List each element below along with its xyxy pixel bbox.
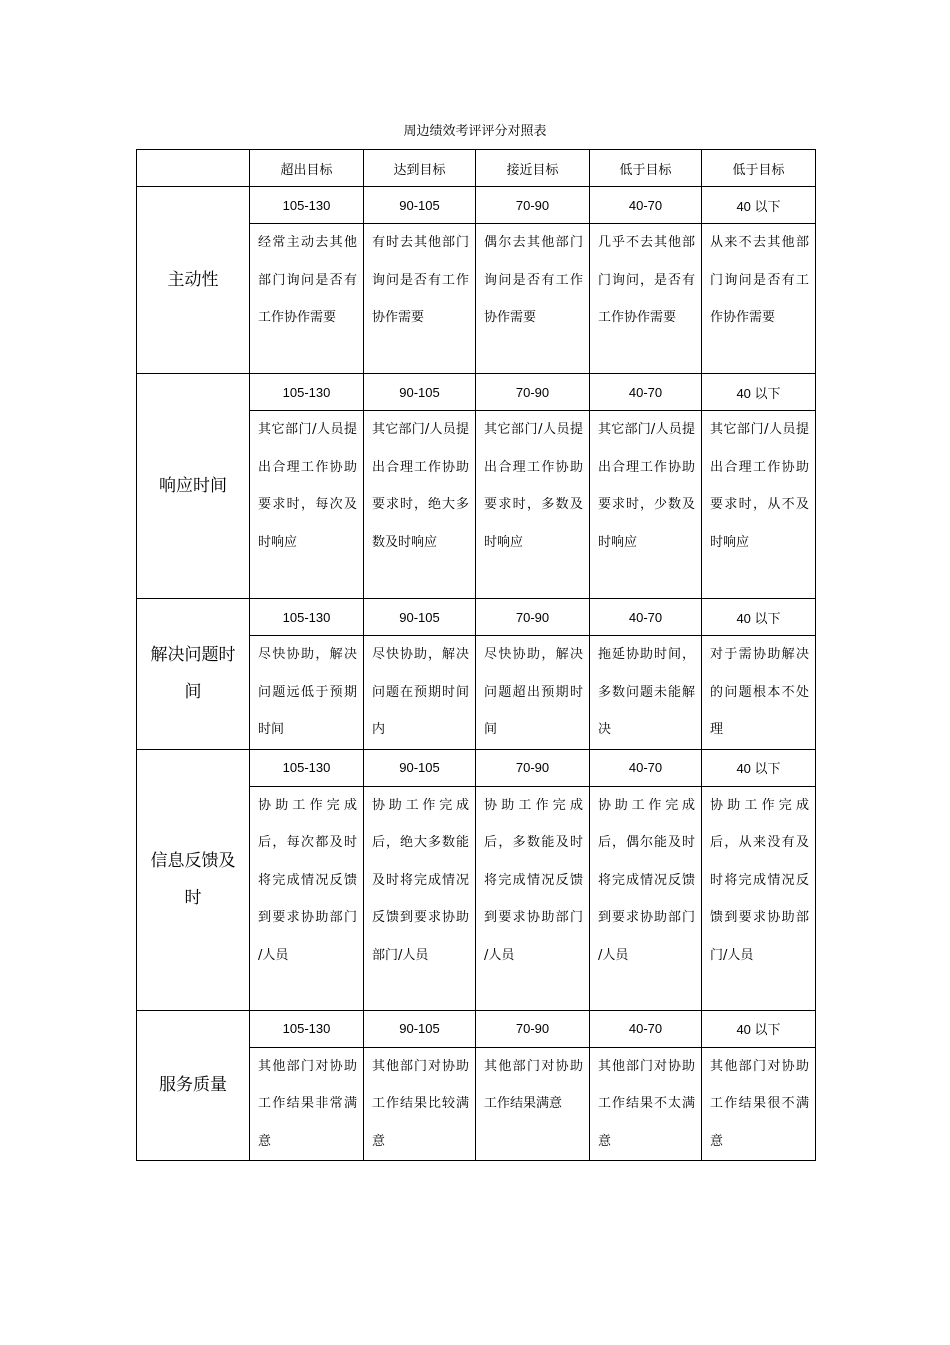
score-range-cell: 40 以下 bbox=[702, 599, 816, 636]
score-range-cell: 90-105 bbox=[364, 374, 476, 411]
score-range-cell: 70-90 bbox=[476, 187, 590, 224]
header-row bbox=[137, 150, 816, 187]
score-range-cell: 40-70 bbox=[590, 749, 702, 786]
description-cell: 对于需协助解决的问题根本不处理 bbox=[702, 636, 816, 750]
header-below-2: 低于目标 bbox=[702, 150, 816, 187]
header-near: 接近目标 bbox=[476, 150, 590, 187]
score-range-cell: 105-130 bbox=[250, 187, 364, 224]
score-range-cell: 40 以下 bbox=[702, 374, 816, 411]
description-cell: 其他部门对协助工作结果比较满意 bbox=[364, 1047, 476, 1161]
score-range-cell: 40 以下 bbox=[702, 1010, 816, 1047]
description-cell: 其他部门对协助工作结果非常满意 bbox=[250, 1047, 364, 1161]
description-cell: 其它部门/人员提出合理工作协助要求时，每次及时响应 bbox=[250, 411, 364, 599]
score-range-cell: 90-105 bbox=[364, 1010, 476, 1047]
header-below: 低于目标 bbox=[590, 150, 702, 187]
score-table bbox=[136, 149, 816, 1161]
description-cell: 经常主动去其他部门询问是否有工作协作需要 bbox=[250, 224, 364, 374]
description-cell: 其他部门对协助工作结果满意 bbox=[476, 1047, 590, 1161]
category-label: 响应时间 bbox=[137, 374, 250, 599]
description-cell: 偶尔去其他部门询问是否有工作协作需要 bbox=[476, 224, 590, 374]
category-label: 主动性 bbox=[137, 187, 250, 374]
description-cell: 其它部门/人员提出合理工作协助要求时，多数及时响应 bbox=[476, 411, 590, 599]
score-range-cell: 105-130 bbox=[250, 749, 364, 786]
score-range-cell: 40-70 bbox=[590, 1010, 702, 1047]
description-cell: 协助工作完成后，从来没有及时将完成情况反馈到要求协助部门/人员 bbox=[702, 786, 816, 1010]
score-range-cell: 90-105 bbox=[364, 187, 476, 224]
score-row bbox=[137, 374, 816, 411]
description-cell: 其他部门对协助工作结果不太满意 bbox=[590, 1047, 702, 1161]
description-cell: 有时去其他部门询问是否有工作协作需要 bbox=[364, 224, 476, 374]
score-range-cell: 40-70 bbox=[590, 187, 702, 224]
score-range-cell: 70-90 bbox=[476, 1010, 590, 1047]
description-cell: 协助工作完成后，绝大多数能及时将完成情况反馈到要求协助部门/人员 bbox=[364, 786, 476, 1010]
description-cell: 尽快协助，解决问题在预期时间内 bbox=[364, 636, 476, 750]
category-label: 信息反馈及 时 bbox=[137, 749, 250, 1010]
score-range-cell: 40-70 bbox=[590, 599, 702, 636]
score-range-cell: 70-90 bbox=[476, 374, 590, 411]
description-cell: 协助工作完成后，偶尔能及时将完成情况反馈到要求协助部门 /人员 bbox=[590, 786, 702, 1010]
score-row bbox=[137, 749, 816, 786]
category-label: 服务质量 bbox=[137, 1010, 250, 1161]
description-cell: 尽快协助，解决问题超出预期时间 bbox=[476, 636, 590, 750]
score-range-cell: 70-90 bbox=[476, 749, 590, 786]
description-cell: 其他部门对协助工作结果很不满意 bbox=[702, 1047, 816, 1161]
category-label: 解决问题时 间 bbox=[137, 599, 250, 750]
description-cell: 其它部门/人员提出合理工作协助要求时，少数及时响应 bbox=[590, 411, 702, 599]
description-cell: 拖延协助时间，多数问题未能解决 bbox=[590, 636, 702, 750]
header-exceed: 超出目标 bbox=[250, 150, 364, 187]
score-range-cell: 40 以下 bbox=[702, 187, 816, 224]
score-row bbox=[137, 599, 816, 636]
description-cell: 协助工作完成后，每次都及时将完成情况反馈到要求协助部门 /人员 bbox=[250, 786, 364, 1010]
description-cell: 尽快协助，解决问题远低于预期时间 bbox=[250, 636, 364, 750]
page-title: 周边绩效考评评分对照表 bbox=[403, 124, 547, 139]
score-range-cell: 70-90 bbox=[476, 599, 590, 636]
description-cell: 协助工作完成后，多数能及时将完成情况反馈到要求协助部门 /人员 bbox=[476, 786, 590, 1010]
score-range-cell: 90-105 bbox=[364, 599, 476, 636]
score-range-cell: 105-130 bbox=[250, 1010, 364, 1047]
description-cell: 其它部门/人员提出合理工作协助要求时，从不及时响应 bbox=[702, 411, 816, 599]
score-range-cell: 90-105 bbox=[364, 749, 476, 786]
description-cell: 其它部门/人员提出合理工作协助要求时，绝大多数及时响应 bbox=[364, 411, 476, 599]
description-cell: 从来不去其他部门询问是否有工作协作需要 bbox=[702, 224, 816, 374]
score-row bbox=[137, 187, 816, 224]
header-meet: 达到目标 bbox=[364, 150, 476, 187]
score-range-cell: 40-70 bbox=[590, 374, 702, 411]
score-range-cell: 40 以下 bbox=[702, 749, 816, 786]
corner-cell bbox=[137, 150, 250, 187]
description-cell: 几乎不去其他部门询问，是否有工作协作需要 bbox=[590, 224, 702, 374]
score-row bbox=[137, 1010, 816, 1047]
score-range-cell: 105-130 bbox=[250, 374, 364, 411]
score-range-cell: 105-130 bbox=[250, 599, 364, 636]
